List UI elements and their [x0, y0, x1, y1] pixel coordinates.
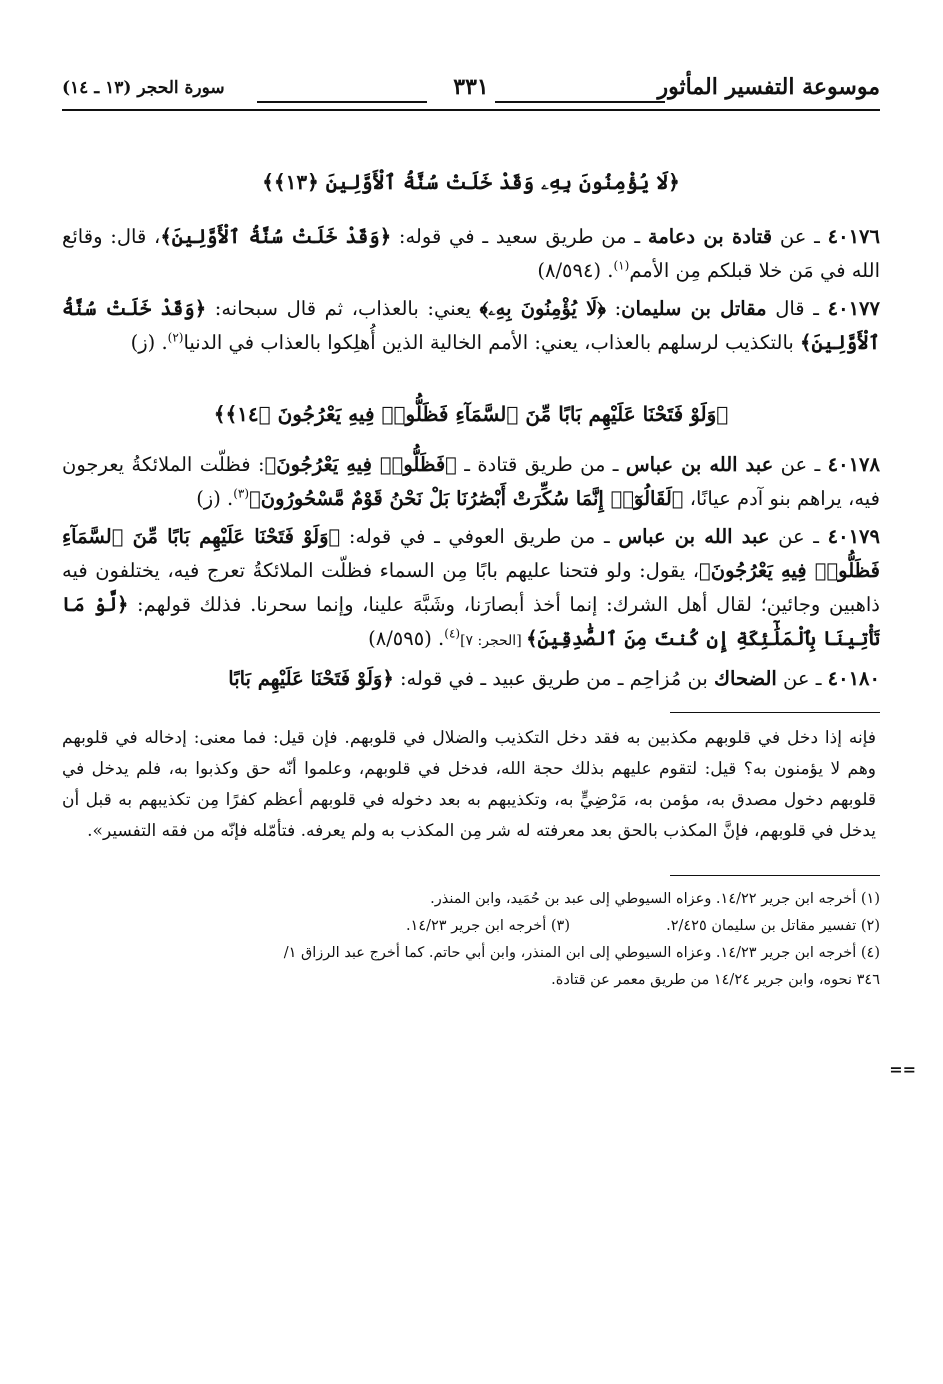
continuation-mark: == — [889, 1060, 916, 1079]
footnote-ref: (٣) — [233, 486, 250, 501]
entry-number: ٤٠١٨٠ — [827, 667, 880, 690]
continued-footnote: فإنه إذا دخل في قلوبهم مكذبين به فقد دخل التكذيب والضلال في قلوبهم. فإن قيل: فما معنى: إدخاله في قلوبهم وهم لا يؤمنون به؟ قيل: لتقوم عليهم بذلك حجة الله، فدخل في قلوبهم، وعلموا أنّه حق وكذبوا به، فلم يدخل في قلوبهم دخول مصدق به، مؤمن به، مَرْضِيٍّ به، وتكذيبهم به بعد دخوله في قلوبهم أعظم كفرًا مِن تكذيبهم به قبل أن يدخل في قلوبهم، فإنَّ المكذب بالحق بعد معرفته له شر مِن المكذب به ولم يعرفه. فتأمّله فإنّه من فقه التفسير». — [62, 728, 876, 841]
footnotes — [62, 886, 880, 994]
footnote-ref: (٢) — [167, 330, 184, 345]
book-title: موسوعة التفسير المأثور — [657, 74, 880, 100]
page-header — [62, 60, 880, 112]
narrator-name: قتادة بن دعامة — [647, 225, 773, 248]
header-rule-left — [257, 101, 427, 103]
quran-quote: ﴿وَقَدْ خَلَتْ سُنَّةُ ٱلْأَوَّلِينَ﴾ — [62, 297, 880, 354]
footnote-1: (١) أخرجه ابن جرير ١٤/٢٢. وعزاه السيوطي إلى عبد بن حُمَيد، وابن المنذر. — [430, 891, 880, 907]
quran-quote: ﴿لَّوْ مَا تَأْتِينَا بِٱلْمَلَٰٓئِكَةِ إِن كُنتَ مِنَ ٱلصَّٰدِقِينَ﴾ — [62, 593, 880, 650]
page-number: ٣٣١ — [453, 74, 489, 100]
quran-quote: ﴿فَظَلُّوا۟ فِيهِ يَعْرُجُونَ﴾ — [264, 453, 457, 476]
quran-quote: ﴿وَلَوْ فَتَحْنَا عَلَيْهِم بَابًا — [228, 667, 394, 690]
verse-heading-13: ﴿لَا يُؤْمِنُونَ بِهِۦ وَقَدْ خَلَتْ سُنَّةُ ٱلْأَوَّلِينَ ﴿١٣﴾﴾ — [262, 170, 680, 194]
entry-40176: ٤٠١٧٦ ـ عن قتادة بن دعامة ـ من طريق سعيد ـ في قوله: ﴿وَقَدْ خَلَتْ سُنَّةُ ٱلْأَوَّلِينَ﴾، قال: وقائع الله في مَن خلا قبلكم مِن الأمم$^{(١)}$. (٨/٥٩٤) — [62, 225, 881, 282]
volume-ref: . (٨/٥٩٥) — [368, 627, 445, 650]
footnote-4-line-1: (٤) أخرجه ابن جرير ١٤/٢٣. وعزاه السيوطي إلى ابن المنذر، وابن أبي حاتم. كما أخرج عبد الرزاق ١/ — [283, 945, 880, 961]
entry-number: ٤٠١٧٨ — [827, 453, 880, 476]
footnote-4-line-2: ٣٤٦ نحوه، وابن جرير ١٤/٢٤ من طريق معمر عن قتادة. — [551, 972, 880, 988]
narrator-name: مقاتل بن سليمان — [621, 297, 767, 320]
footnote-2: (٢) تفسير مقاتل بن سليمان ٢/٤٢٥. — [666, 918, 880, 934]
verse-heading-14: ﴿وَلَوْ فَتَحْنَا عَلَيْهِم بَابًا مِّنَ ٱلسَّمَآءِ فَظَلُّوا۟ فِيهِ يَعْرُجُونَ ﴿١٤﴾﴾ — [213, 402, 729, 426]
footnote-ref: (١) — [613, 258, 630, 273]
entry-number: ٤٠١٧٩ — [827, 525, 880, 548]
quran-quote: ﴿لَقَالُوٓا۟ إِنَّمَا سُكِّرَتْ أَبْصَٰرُنَا بَلْ نَحْنُ قَوْمٌ مَّسْحُورُونَ﴾ — [249, 487, 684, 510]
entry-40180: ٤٠١٨٠ ـ عن الضحاك بن مُزاحِم ـ من طريق عبيد ـ في قوله: ﴿وَلَوْ فَتَحْنَا عَلَيْهِم بَابًا — [228, 667, 880, 690]
volume-ref: . (ز) — [130, 331, 168, 354]
footnote-ref: (٤) — [444, 626, 461, 641]
entry-number: ٤٠١٧٦ — [827, 225, 881, 248]
volume-ref: . (ز) — [196, 487, 234, 510]
footnote-separator-2 — [670, 875, 880, 876]
quran-quote: ﴿لَا يُؤْمِنُونَ بِهِۦ﴾ — [479, 297, 606, 320]
quran-quote: ﴿وَلَوْ فَتَحْنَا عَلَيْهِم بَابًا مِّنَ ٱلسَّمَآءِ فَظَلُّوا۟ فِيهِ يَعْرُجُونَ﴾ — [62, 525, 880, 582]
narrator-name: عبد الله بن عباس — [625, 453, 774, 476]
footnote-separator — [670, 712, 880, 713]
footnote-row-2-3 — [62, 913, 880, 940]
entry-40179: ٤٠١٧٩ ـ عن عبد الله بن عباس ـ من طريق العوفي ـ في قوله: ﴿وَلَوْ فَتَحْنَا عَلَيْهِم بَابًا مِّنَ ٱلسَّمَآءِ فَظَلُّوا۟ فِيهِ يَعْرُجُونَ﴾، يقول: ولو فتحنا عليهم بابًا مِن السماء فظلّت الملائكةُ تعرج فيه، يختلفون فيه ذاهبين وجائين؛ لقال أهل الشرك: إنما أخذ أبصارَنا، وشَبَّهَ علينا، وإنما سحرنا. فذلك قولهم: ﴿لَّوْ مَا تَأْتِينَا بِٱلْمَلَٰٓئِكَةِ إِن كُنتَ مِنَ ٱلصَّٰدِقِينَ﴾ [الحجر: ٧]$^{(٤)}$. (٨/٥٩٥) — [62, 525, 880, 650]
surah-range: سورة الحجر (١٣ ـ ١٤) — [62, 78, 225, 98]
entry-number: ٤٠١٧٧ — [827, 297, 880, 320]
page — [62, 60, 916, 1360]
entry-40178: ٤٠١٧٨ ـ عن عبد الله بن عباس ـ من طريق قتادة ـ ﴿فَظَلُّوا۟ فِيهِ يَعْرُجُونَ﴾: فظلّت الملائكةُ يعرجون فيه، يراهم بنو آدم عيانًا، ﴿لَقَالُوٓا۟ إِنَّمَا سُكِّرَتْ أَبْصَٰرُنَا بَلْ نَحْنُ قَوْمٌ مَّسْحُورُونَ﴾$^{(٣)}$. (ز) — [62, 453, 880, 510]
surah-citation: [الحجر: ٧] — [460, 633, 527, 649]
narrator-name: عبد الله بن عباس — [618, 525, 770, 548]
footnote-3: (٣) أخرجه ابن جرير ١٤/٢٣. — [405, 918, 570, 934]
header-rule-right — [495, 101, 665, 103]
quran-quote: ﴿وَقَدْ خَلَتْ سُنَّةُ ٱلْأَوَّلِينَ﴾ — [160, 225, 392, 248]
entry-40177: ٤٠١٧٧ ـ قال مقاتل بن سليمان: ﴿لَا يُؤْمِنُونَ بِهِۦ﴾ يعني: بالعذاب، ثم قال سبحانه: ﴿وَقَدْ خَلَتْ سُنَّةُ ٱلْأَوَّلِينَ﴾ بالتكذيب لرسلهم بالعذاب، يعني: الأمم الخالية الذين أُهلِكوا بالعذاب في الدنيا$^{(٢)}$. (ز) — [62, 297, 880, 354]
volume-ref: . (٨/٥٩٤) — [537, 259, 614, 282]
header-line — [62, 109, 880, 111]
narrator-name: الضحاك — [713, 667, 777, 690]
